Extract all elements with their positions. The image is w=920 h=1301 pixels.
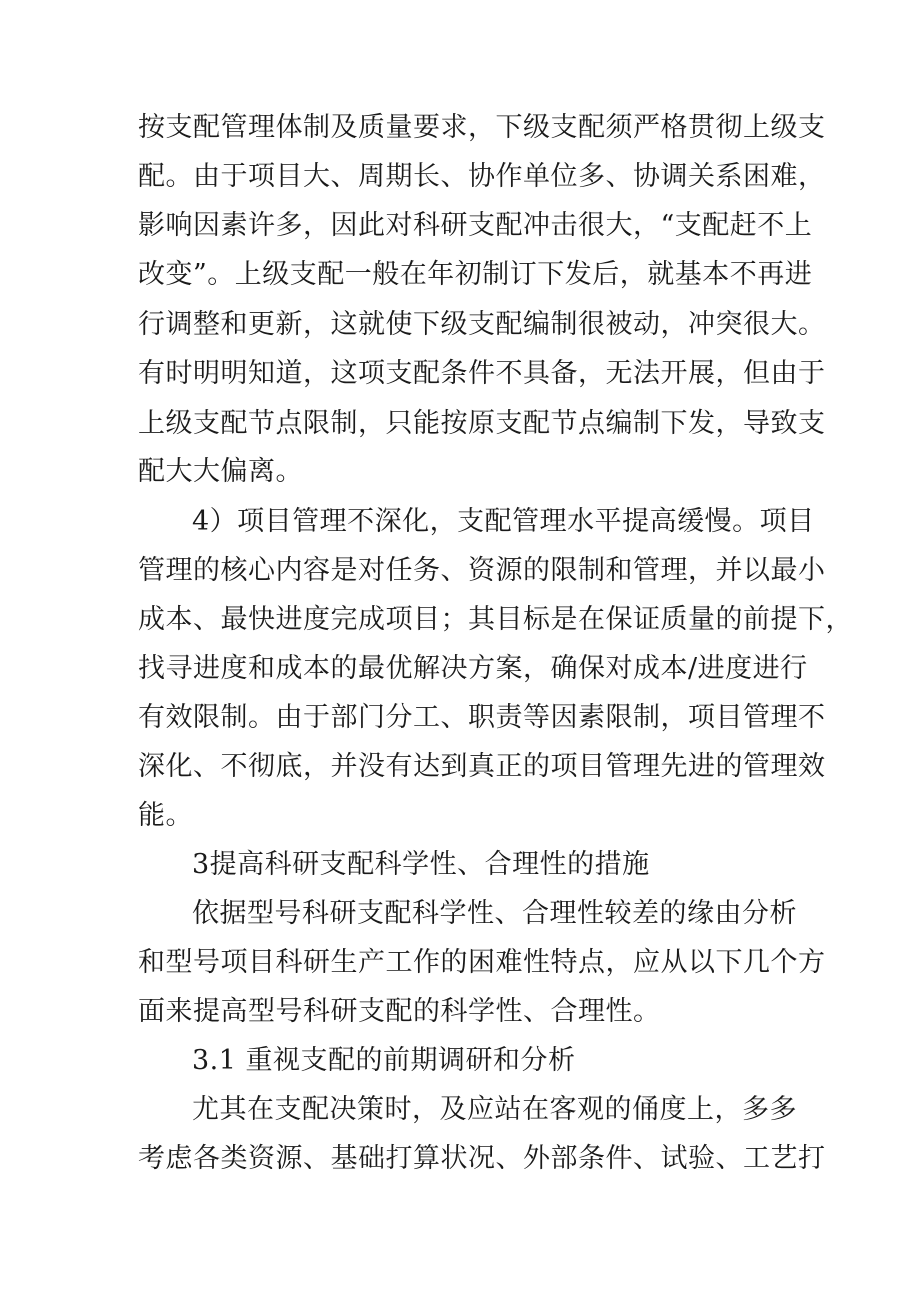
text-line: 配。由于项目大、周期长、协作单位多、协调关系困难， <box>138 161 826 192</box>
text-line: 面来提高型号科研支配的科学性、合理性。 <box>138 996 661 1027</box>
paragraph-start-line: 依据型号科研支配科学性、合理性较差的缘由分析 <box>192 898 797 929</box>
text-line: 有效限制。由于部门分工、职责等因素限制，项目管理不 <box>138 702 826 733</box>
paragraph-start-line: 4）项目管理不深化，支配管理水平提高缓慢。项目 <box>192 506 815 537</box>
section-heading: 3提高科研支配科学性、合理性的措施 <box>192 849 650 880</box>
subsection-heading: 3.1 重视支配的前期调研和分析 <box>192 1045 576 1076</box>
text-line: 配大大偏离。 <box>138 456 303 487</box>
text-line: 行调整和更新，这就使下级支配编制很被动，冲突很大。 <box>138 309 826 340</box>
text-line: 上级支配节点限制，只能按原支配节点编制下发，导致支 <box>138 408 826 439</box>
text-line: 管理的核心内容是对任务、资源的限制和管理，并以最小 <box>138 555 826 586</box>
text-line: 找寻进度和成本的最优解决方案，确保对成本/进度进行 <box>138 653 808 684</box>
text-line: 能。 <box>138 800 193 831</box>
text-line: 深化、不彻底，并没有达到真正的项目管理先进的管理效 <box>138 751 826 782</box>
text-line: 和型号项目科研生产工作的困难性特点，应从以下几个方 <box>138 947 826 978</box>
paragraph-start-line: 尤其在支配决策时，及应站在客观的俑度上，多多 <box>192 1094 797 1125</box>
text-line: 改变”。上级支配一般在年初制订下发后，就基本不再进 <box>138 259 813 290</box>
text-line: 按支配管理体制及质量要求，下级支配须严格贯彻上级支 <box>138 112 826 143</box>
text-line: 考虑各类资源、基础打算状况、外部条件、试验、工艺打 <box>138 1143 826 1174</box>
text-line: 成本、最快进度完成项目；其目标是在保证质量的前提下， <box>138 604 853 635</box>
text-line: 有时明明知道，这项支配条件不具备，无法开展，但由于 <box>138 358 826 389</box>
text-line: 影响因素许多，因此对科研支配冲击很大，“支配赶不上 <box>138 210 813 241</box>
